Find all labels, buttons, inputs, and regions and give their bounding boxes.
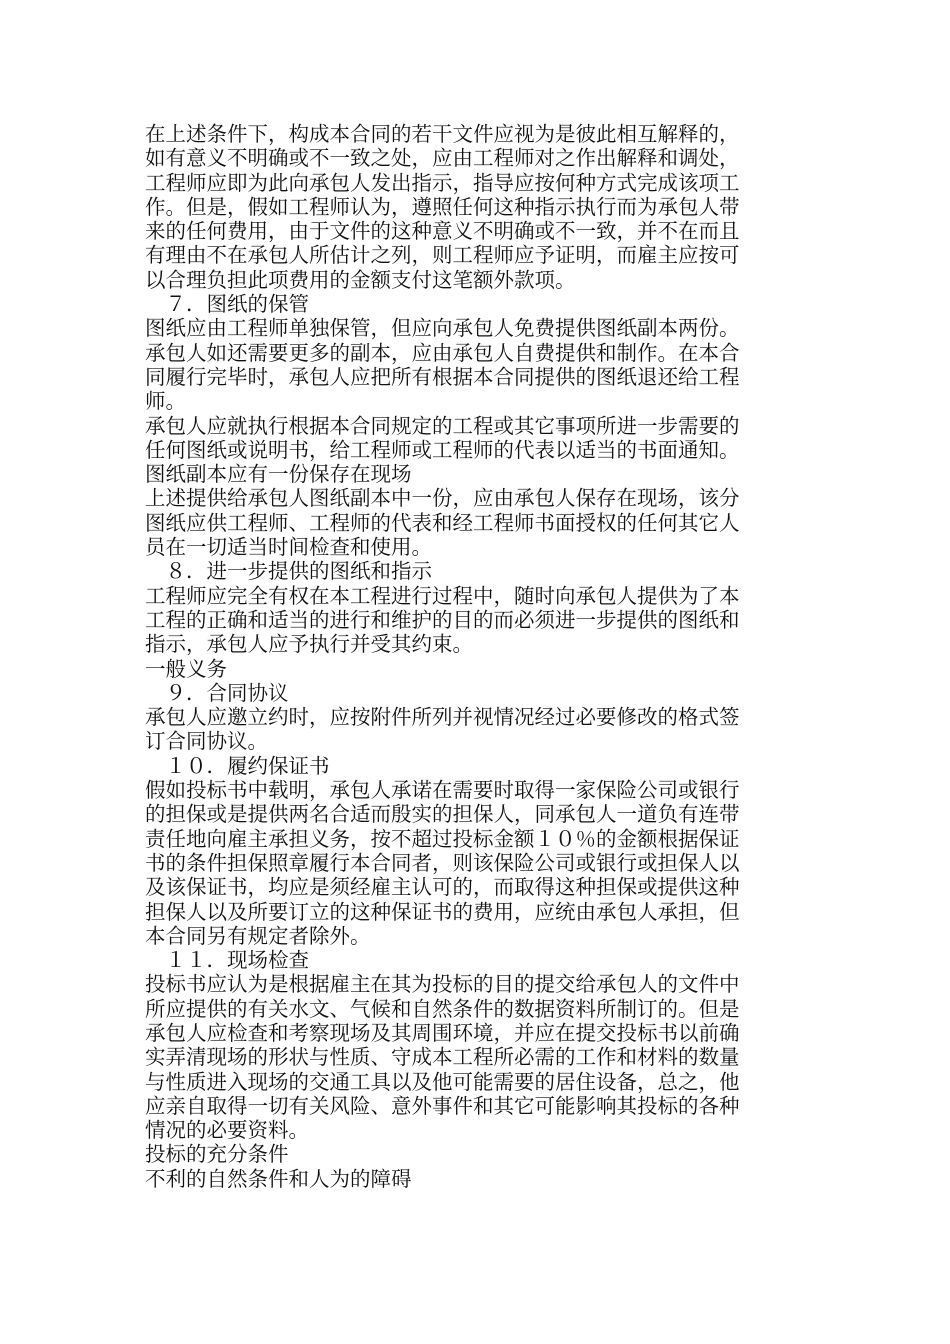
- section-heading: １１．现场检查: [145, 948, 309, 973]
- section-heading: ８．进一步提供的图纸和指示: [145, 559, 432, 584]
- text-line: 本合同另有规定者除外。: [145, 923, 371, 948]
- text-line: 任何图纸或说明书，给工程师或工程师的代表以适当的书面通知。: [145, 437, 740, 462]
- text-line: 实弄清现场的形状与性质、守成本工程所必需的工作和材料的数量: [145, 1045, 740, 1070]
- subsection-heading: 不利的自然条件和人为的障碍: [145, 1166, 412, 1191]
- text-line: 担保人以及所要订立的这种保证书的费用，应统由承包人承担，但: [145, 899, 740, 924]
- text-line: 责任地向雇主承担义务，按不超过投标金额１０％的金额根据保证: [145, 826, 740, 851]
- text-line: 承包人应检查和考察现场及其周围环境，并应在提交投标书以前确: [145, 1020, 740, 1045]
- subsection-heading: 投标的充分条件: [145, 1142, 289, 1167]
- subsection-heading: 一般义务: [145, 656, 227, 681]
- text-line: 承包人应邀立约时，应按附件所列并视情况经过必要修改的格式签: [145, 705, 740, 730]
- text-line: 图纸应由工程师单独保管，但应向承包人免费提供图纸副本两份。: [145, 316, 740, 341]
- text-line: 图纸应供工程师、工程师的代表和经工程师书面授权的任何其它人: [145, 510, 740, 535]
- text-line: 假如投标书中载明，承包人承诺在需要时取得一家保险公司或银行: [145, 778, 740, 803]
- text-line: 工程的正确和适当的进行和维护的目的而必须进一步提供的图纸和: [145, 607, 740, 632]
- section-heading: ７．图纸的保管: [145, 292, 309, 317]
- text-line: 来的任何费用，由于文件的这种意义不明确或不一致，并不在而且: [145, 219, 740, 244]
- text-line: 师。: [145, 389, 186, 414]
- text-line: 指示，承包人应予执行并受其约束。: [145, 632, 473, 657]
- text-line: 承包人如还需要更多的副本，应由承包人自费提供和制作。在本合: [145, 340, 740, 365]
- text-line: 作。但是，假如工程师认为，遵照任何这种指示执行而为承包人带: [145, 194, 740, 219]
- text-line: 所应提供的有关水文、气候和自然条件的数据资料所制订的。但是: [145, 996, 740, 1021]
- text-line: 投标书应认为是根据雇主在其为投标的目的提交给承包人的文件中: [145, 972, 740, 997]
- text-line: 以合理负担此项费用的金额支付这笔额外款项。: [145, 267, 576, 292]
- subsection-heading: 图纸副本应有一份保存在现场: [145, 462, 412, 487]
- text-line: 订合同协议。: [145, 729, 268, 754]
- document-body: [145, 122, 810, 1191]
- section-heading: ９．合同协议: [145, 680, 289, 705]
- text-line: 与性质进入现场的交通工具以及他可能需要的居住设备，总之，他: [145, 1069, 740, 1094]
- text-line: 如有意义不明确或不一致之处，应由工程师对之作出解释和调处，: [145, 146, 740, 171]
- text-line: 上述提供给承包人图纸副本中一份，应由承包人保存在现场，该分: [145, 486, 740, 511]
- text-line: 情况的必要资料。: [145, 1118, 309, 1143]
- section-heading: １０．履约保证书: [145, 753, 330, 778]
- text-line: 有理由不在承包人所估计之列，则工程师应予证明，而雇主应按可: [145, 243, 740, 268]
- text-line: 应亲自取得一切有关风险、意外事件和其它可能影响其投标的各种: [145, 1093, 740, 1118]
- text-line: 工程师应完全有权在本工程进行过程中，随时向承包人提供为了本: [145, 583, 740, 608]
- text-line: 员在一切适当时间检查和使用。: [145, 535, 432, 560]
- text-line: 书的条件担保照章履行本合同者，则该保险公司或银行或担保人以: [145, 850, 740, 875]
- text-line: 承包人应就执行根据本合同规定的工程或其它事项所进一步需要的: [145, 413, 740, 438]
- text-line: 在上述条件下，构成本合同的若干文件应视为是彼此相互解释的，: [145, 122, 740, 146]
- text-line: 同履行完毕时，承包人应把所有根据本合同提供的图纸退还给工程: [145, 364, 740, 389]
- text-line: 的担保或是提供两名合适而殷实的担保人，同承包人一道负有连带: [145, 802, 740, 827]
- text-line: 工程师应即为此向承包人发出指示，指导应按何种方式完成该项工: [145, 170, 740, 195]
- text-line: 及该保证书，均应是须经雇主认可的，而取得这种担保或提供这种: [145, 875, 740, 900]
